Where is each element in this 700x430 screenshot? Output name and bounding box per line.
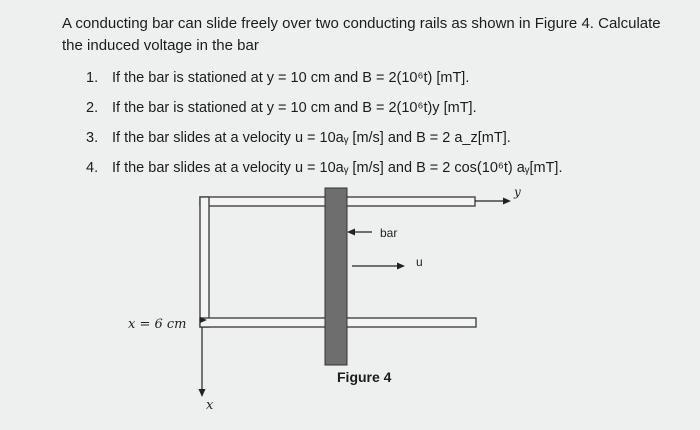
question-number: 4. [86, 160, 99, 176]
rail-position-label: x = 6 cm [128, 317, 187, 332]
question-number: 1. [86, 70, 99, 86]
question-number: 2. [86, 100, 99, 116]
x-axis-label: x [206, 398, 214, 413]
y-axis-label: y [514, 185, 521, 199]
bar-label-arrowhead [347, 229, 355, 236]
problem-intro: A conducting bar can slide freely over two conducting rails as shown in Figure 4. Calculate the induced voltage in the bar [62, 15, 661, 54]
left-rail [200, 197, 209, 327]
question-text: If the bar slides at a velocity u = 10aᵧ [m/s] and B = 2 cos(10⁶t) aᵧ[mT]. [112, 160, 563, 176]
bar-label: bar [380, 226, 398, 240]
question-text: If the bar slides at a velocity u = 10aᵧ [m/s] and B = 2 a_z[mT]. [112, 130, 511, 146]
y-axis-arrowhead [503, 198, 511, 205]
question-number: 3. [86, 130, 99, 146]
question-text: If the bar is stationed at y = 10 cm and B = 2(10⁶t) [mT]. [112, 70, 470, 86]
question-text: If the bar is stationed at y = 10 cm and B = 2(10⁶t)y [mT]. [112, 100, 477, 116]
figure-caption: Figure 4 [337, 369, 392, 385]
velocity-label: u [416, 255, 423, 269]
sliding-bar [325, 188, 347, 365]
x-axis-arrowhead [199, 389, 206, 397]
velocity-arrowhead [397, 263, 405, 270]
